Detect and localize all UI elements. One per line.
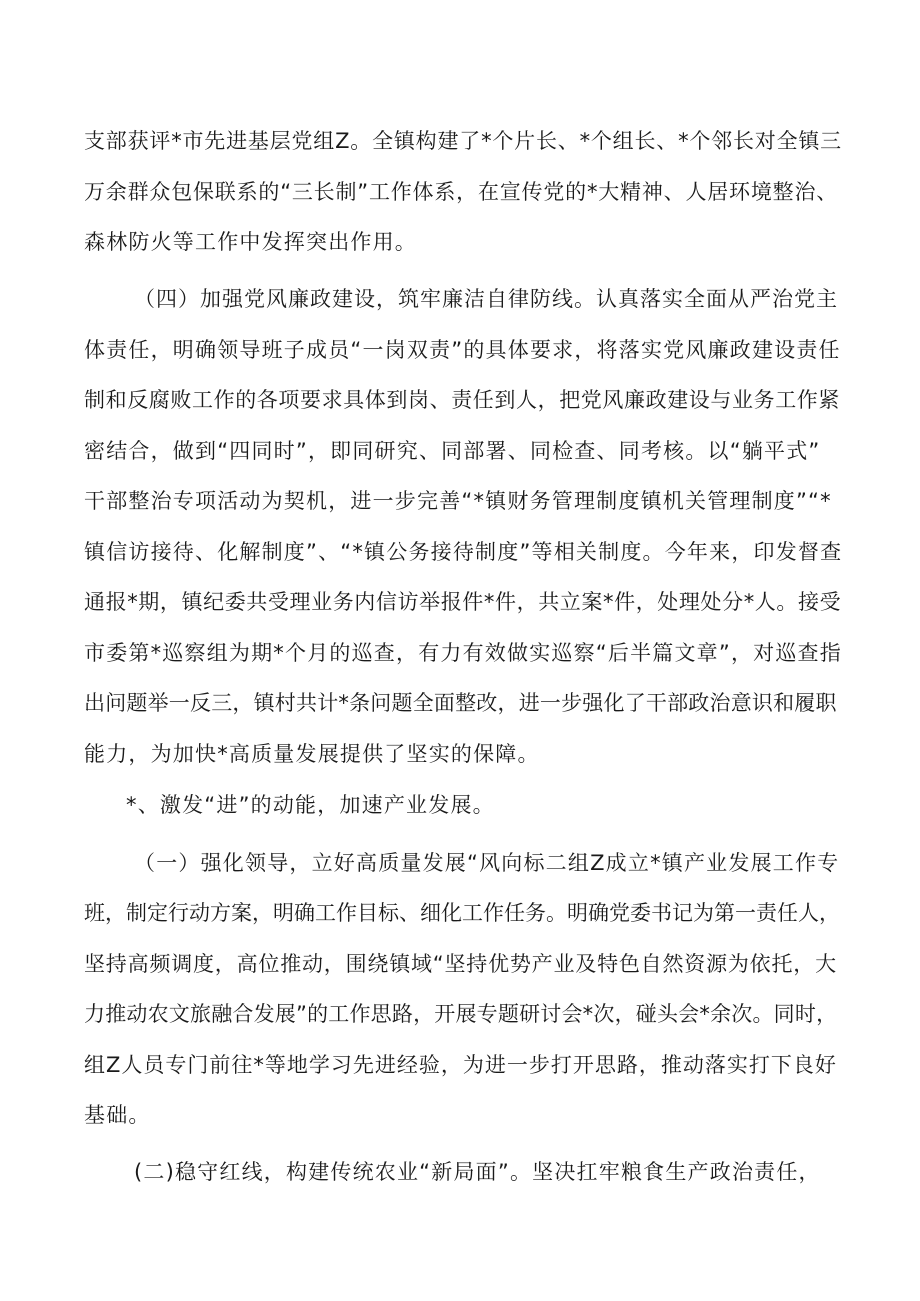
text-line: 坚持高频调度，高位推动，围绕镇域“坚持优势产业及特色自然资源为依托，大 [84,952,837,976]
text-line: 市委第*巡察组为期*个月的巡查，有力有效做实巡察“后半篇文章”，对巡查指 [84,641,842,665]
section-heading-4: （四）加强党风廉政建设，筑牢廉洁自律防线。认真落实全面从严治党主 [134,287,838,311]
text-line: 密结合，做到“四同时”，即同研究、同部署、同检查、同考核。以“躺平式” [84,439,821,463]
text-line: 组Z人员专门前往*等地学习先进经验，为进一步打开思路，推动落实打下良好 [84,1053,837,1077]
section-heading-2: (二)稳守红线，构建传统农业“新局面”。坚决扛牢粮食生产政治责任， [134,1160,821,1184]
text-line: 出问题举一反三，镇村共计*条问题全面整改，进一步强化了干部政治意识和履职 [84,691,837,715]
text-line: 镇信访接待、化解制度”、“*镇公务接待制度”等相关制度。今年来，印发督查 [84,540,843,564]
text-line: 森林防火等工作中发挥突出作用。 [84,230,417,254]
section-heading-1: （一）强化领导，立好高质量发展“风向标二组Z成立*镇产业发展工作专 [134,851,840,875]
text-line: 干部整治专项活动为契机，进一步完善“*镇财务管理制度镇机关管理制度”“* [84,489,832,513]
text-line: 万余群众包保联系的“三长制”工作体系，在宣传党的*大精神、人居环境整治、 [84,180,839,204]
text-line: 能力，为加快*高质量发展提供了坚实的保障。 [84,742,540,766]
part-heading: *、激发“进”的动能，加速产业发展。 [126,793,495,817]
text-line: 通报*期，镇纪委共受理业务内信访举报件*件，共立案*件，处理处分*人。接受 [84,590,842,614]
text-line: 班，制定行动方案，明确工作目标、细化工作任务。明确党委书记为第一责任人， [84,901,840,925]
text-line: 基础。 [84,1103,151,1127]
text-line: 制和反腐败工作的各项要求具体到岗、责任到人，把党风廉政建设与业务工作紧 [84,388,840,412]
text-line: 力推动农文旅融合发展”的工作思路，开展专题研讨会*次，碰头会*余次。同时， [84,1002,838,1026]
text-line: 支部获评*市先进基层党组Z。全镇构建了*个片长、*个组长、*个邻长对全镇三 [84,129,842,153]
text-line: 体责任，明确领导班子成员“一岗双责”的具体要求，将落实党风廉政建设责任 [84,338,841,362]
